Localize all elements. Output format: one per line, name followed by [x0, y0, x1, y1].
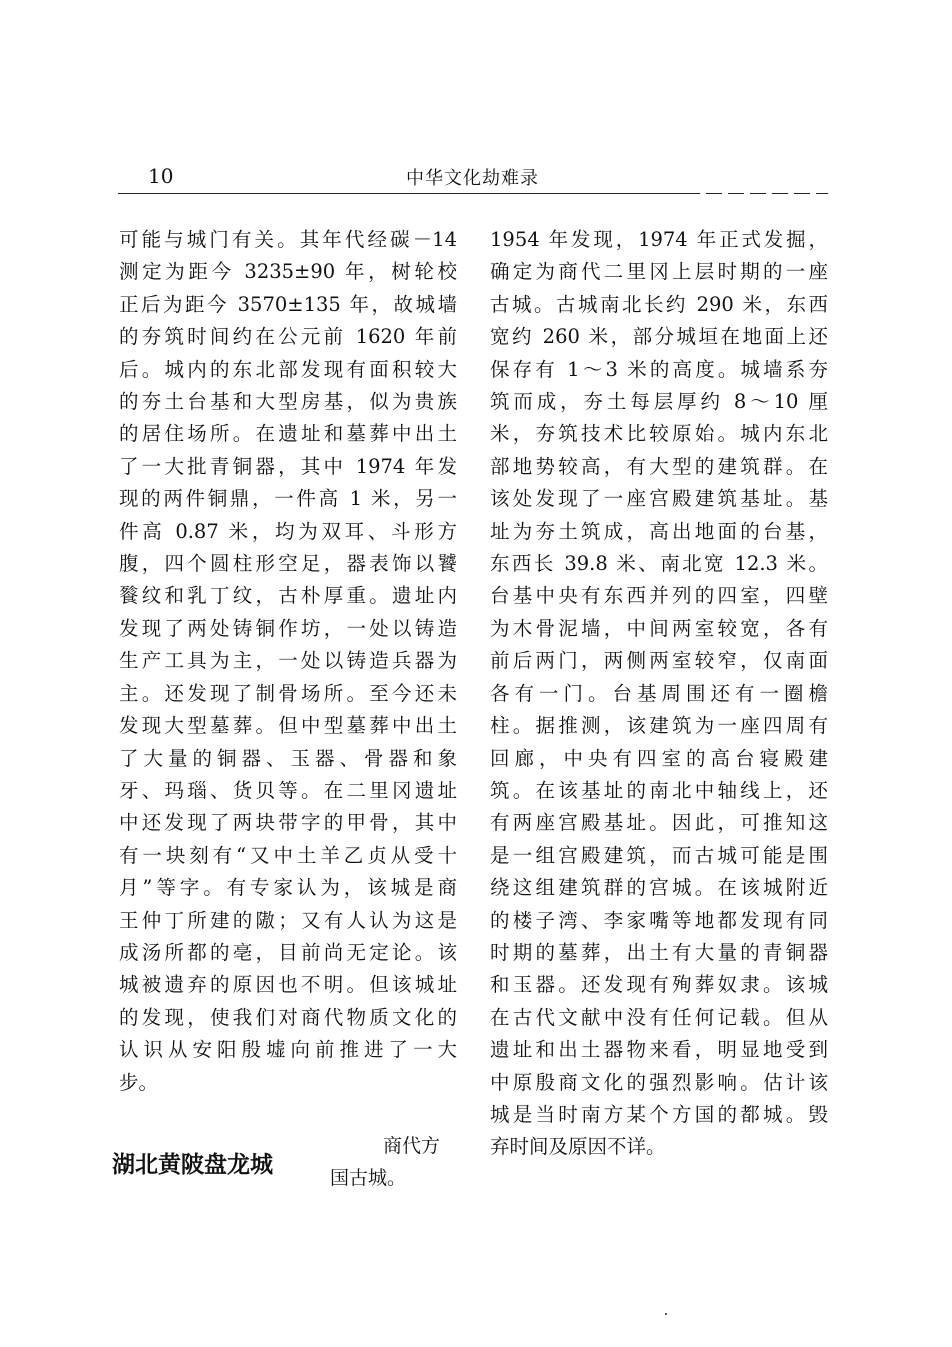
text-line: 中原殷商文化的强烈影响。估计该 [490, 1070, 828, 1094]
text-line: 餮纹和乳丁纹，古朴厚重。遗址内 [119, 584, 457, 608]
left-column [119, 224, 457, 1099]
text-line: 了大量的铜器、玉器、骨器和象 [119, 746, 457, 770]
text-line: 测定为距今 3235±90 年，树轮校 [119, 260, 457, 284]
section-note-line: 商代方 [382, 1135, 440, 1157]
text-line: 时期的墓葬，出土有大量的青铜器 [490, 940, 828, 964]
text-line: 弃时间及原因不详。 [490, 1135, 666, 1159]
text-line: 筑而成，夯土每层厚约 8～10 厘 [490, 390, 828, 414]
text-line: 发现大型墓葬。但中型墓葬中出土 [119, 714, 457, 738]
text-line: 有两座宫殿基址。因此，可推知这 [490, 811, 828, 835]
text-line: 回廊，中央有四室的高台寝殿建 [490, 746, 828, 770]
text-line: 后。城内的东北部发现有面积较大 [119, 357, 457, 381]
text-line: 牙、玛瑙、货贝等。在二里冈遗址 [119, 778, 457, 802]
text-line: 该处发现了一座宫殿建筑基址。基 [490, 487, 828, 511]
text-line: 柱。据推测，该建筑为一座四周有 [490, 714, 828, 738]
text-line: 前后两门，两侧两室较窄，仅南面 [490, 649, 828, 673]
text-line: 的楼子湾、李家嘴等地都发现有同 [490, 908, 828, 932]
text-line: 台基中央有东西并列的四室，四壁 [490, 584, 828, 608]
text-line: 址为夯土筑成，高出地面的台基， [490, 519, 828, 543]
header-rule-dash [700, 193, 828, 196]
text-line: 现的两件铜鼎，一件高 1 米，另一 [119, 487, 457, 511]
text-line: 保存有 1～3 米的高度。城墙系夯 [490, 357, 828, 381]
text-line: 筑。在该基址的南北中轴线上，还 [490, 778, 828, 802]
text-line: 遗址和出土器物来看，明显地受到 [490, 1038, 828, 1062]
text-line: 宽约 260 米，部分城垣在地面上还 [490, 325, 828, 349]
text-line: 成汤所都的亳，目前尚无定论。该 [119, 940, 457, 964]
page-speck [665, 1313, 667, 1315]
text-line: 月”等字。有专家认为，该城是商 [119, 876, 457, 900]
text-line: 1954 年发现，1974 年正式发掘， [490, 228, 828, 251]
text-line: 确定为商代二里冈上层时期的一座 [490, 260, 828, 284]
text-line: 城被遗弃的原因也不明。但该城址 [119, 973, 457, 997]
text-line: 步。 [119, 1070, 159, 1094]
text-line: 有一块刻有“又中土羊乙贞从受十 [119, 843, 457, 867]
text-line: 为木骨泥墙，中间两室较宽，各有 [490, 616, 828, 640]
page-number: 10 [148, 164, 174, 188]
text-line: 部地势较高，有大型的建筑群。在 [490, 454, 828, 478]
text-line: 了一大批青铜器，其中 1974 年发 [119, 454, 457, 478]
text-line: 可能与城门有关。其年代经碳－14 [119, 228, 457, 251]
text-line: 腹，四个圆柱形空足，器表饰以饕 [119, 552, 457, 576]
text-line: 认识从安阳殷墟向前推进了一大 [119, 1038, 457, 1062]
text-line: 主。还发现了制骨场所。至今还未 [119, 681, 457, 705]
text-line: 中还发现了两块带字的甲骨，其中 [119, 811, 457, 835]
text-line: 是一组宫殿建筑，而古城可能是围 [490, 843, 828, 867]
text-line: 古城。古城南北长约 290 米，东西 [490, 292, 828, 316]
text-line: 的居住场所。在遗址和墓葬中出土 [119, 422, 457, 446]
text-line: 生产工具为主，一处以铸造兵器为 [119, 649, 457, 673]
text-line: 各有一门。台基周围还有一圈檐 [490, 681, 828, 705]
running-head: 中华文化劫难录 [406, 168, 539, 189]
section-note-line: 国古城。 [330, 1167, 407, 1189]
section-note [330, 1130, 440, 1194]
text-line: 绕这组建筑群的宫城。在该城附近 [490, 876, 828, 900]
text-line: 正后为距今 3570±135 年，故城墙 [119, 292, 457, 316]
text-line: 王仲丁所建的隞；又有人认为这是 [119, 908, 457, 932]
text-line: 的夯筑时间约在公元前 1620 年前 [119, 325, 457, 349]
text-line: 的夯土台基和大型房基，似为贵族 [119, 390, 457, 414]
text-line: 在古代文献中没有任何记载。但从 [490, 1005, 828, 1029]
text-line: 东西长 39.8 米、南北宽 12.3 米。 [490, 552, 828, 576]
text-line: 发现了两处铸铜作坊，一处以铸造 [119, 616, 457, 640]
text-line: 和玉器。还发现有殉葬奴隶。该城 [490, 973, 828, 997]
text-line: 件高 0.87 米，均为双耳、斗形方 [119, 519, 457, 543]
right-column [490, 224, 828, 1164]
text-line: 城是当时南方某个方国的都城。毁 [490, 1102, 828, 1126]
section-title: 湖北黄陂盘龙城 [112, 1152, 273, 1178]
text-line: 的发现，使我们对商代物质文化的 [119, 1005, 457, 1029]
text-line: 米，夯筑技术比较原始。城内东北 [490, 422, 828, 446]
